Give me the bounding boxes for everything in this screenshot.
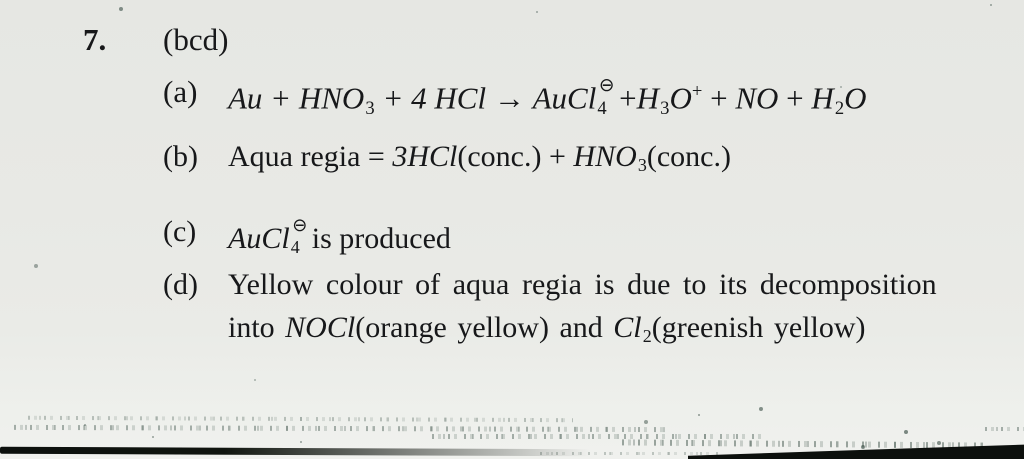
scan-noise-band <box>540 452 720 455</box>
chemical-equation: $Au + HNO_3 + 4$ HCl → AuCl$_4$⊖ $+H_3O^+$ + NO + $H_2O$ <box>228 75 867 119</box>
option-b-label: (b) <box>163 140 198 173</box>
answer-key: (bcd) <box>163 22 229 57</box>
option-b <box>163 141 731 175</box>
option-c <box>163 216 451 257</box>
aqua-regia-composition: Aqua regia = 3HCl(conc.) + $HNO_3(conc.)$ <box>228 140 731 176</box>
option-d <box>163 269 937 356</box>
scan-speckles <box>0 0 2 2</box>
option-d-content <box>228 269 937 356</box>
option-a-label: (a) <box>163 74 198 109</box>
option-c-content <box>228 216 451 257</box>
scan-noise-band <box>622 439 987 448</box>
scan-noise-band <box>28 416 573 422</box>
option-a <box>163 76 867 118</box>
decomposition-statement-line-2: into NOCl(orange yellow) and $Cl_2(greenish$ yellow) <box>228 310 866 346</box>
option-a-content <box>228 76 867 118</box>
option-b-content <box>228 141 731 175</box>
product-statement: AuCl$_4$⊖ is produced <box>228 215 451 258</box>
scan-noise-band <box>14 425 669 432</box>
scan-edge-bar-left <box>0 447 590 457</box>
option-d-label: (d) <box>163 268 198 301</box>
scan-edge-bar-right <box>688 444 1024 459</box>
option-c-label: (c) <box>163 215 197 248</box>
question-number: 7. <box>83 22 107 57</box>
scan-noise-band <box>985 427 1024 431</box>
scan-noise-band <box>432 434 762 439</box>
decomposition-statement-line-1: Yellow colour of aqua regia is due to its decomposition <box>228 268 937 301</box>
